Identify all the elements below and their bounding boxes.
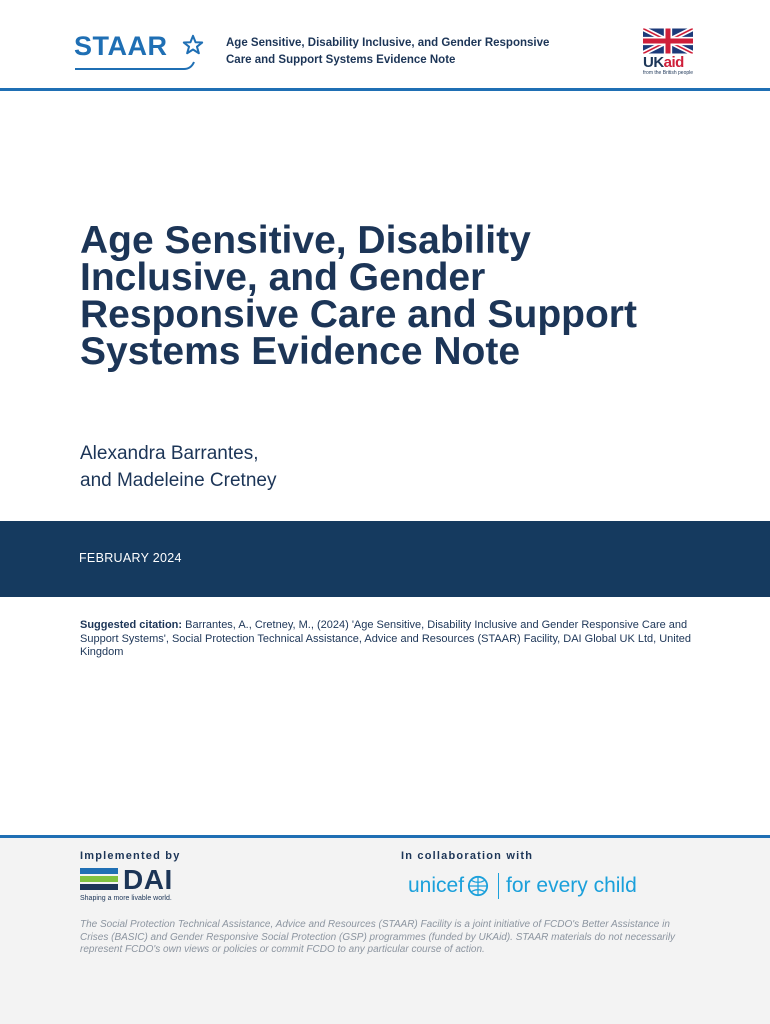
unicef-slogan: for every child (506, 874, 637, 897)
page-footer (0, 835, 770, 1024)
header-title (226, 35, 606, 69)
unicef-logo (408, 873, 637, 899)
dai-tagline: Shaping a more livable world. (80, 895, 172, 902)
document-title: Age Sensitive, Disability Inclusive, and Gender Responsive Care and Support Systems Evidence Note (80, 219, 637, 373)
ukaid-logo-text (643, 54, 693, 71)
star-icon (182, 34, 204, 56)
dai-logo (80, 864, 200, 908)
suggested-citation (80, 619, 695, 660)
dai-stripes-icon (80, 868, 118, 890)
date-band (0, 521, 770, 597)
ukaid-subtitle: from the British people (643, 70, 694, 76)
ukaid-uk: UK (643, 54, 664, 71)
author-line-2: and Madeleine Cretney (80, 470, 277, 491)
ukaid-aid: aid (663, 54, 684, 71)
header-title-line2: Care and Support Systems Evidence Note (226, 54, 456, 66)
unicef-globe-icon (467, 875, 489, 897)
staar-logo (74, 28, 214, 74)
authors (80, 440, 580, 494)
staar-logo-swoosh (74, 60, 196, 72)
author-line-1: Alexandra Barrantes, (80, 443, 259, 464)
disclaimer: The Social Protection Technical Assistance, Advice and Resources (STAAR) Facility is a joint initiative of FCDO's Better Assistance in Crises (BASIC) and Gender Responsive Social Protection (GSP) programmes (funded by UKAid). STAAR materials do not necessarily represent FCDO's own views or policies or commit FCDO to any particular course of action. (80, 919, 676, 955)
citation-label: Suggested citation: (80, 619, 183, 631)
staar-logo-text: STAAR (74, 31, 168, 61)
publication-date: FEBRUARY 2024 (79, 551, 182, 565)
union-jack-icon (643, 28, 693, 54)
unicef-logo-text: unicef (408, 874, 465, 897)
citation-text: Barrantes, A., Cretney, M., (2024) 'Age Sensitive, Disability Inclusive and Gender Responsive Care and Support Systems', Social Protection Technical Assistance, Advice and Resources (STAAR) Facility, DAI Global UK Ltd, United Kingdom (80, 619, 692, 658)
footer-divider (0, 835, 770, 838)
unicef-separator (498, 873, 499, 899)
header-divider (0, 88, 770, 91)
page-header (0, 0, 770, 92)
header-title-line1: Age Sensitive, Disability Inclusive, and Gender Responsive (226, 37, 550, 49)
collaboration-label: In collaboration with (401, 850, 534, 862)
implemented-by-label: Implemented by (80, 850, 181, 862)
dai-logo-text: DAI (123, 864, 173, 895)
